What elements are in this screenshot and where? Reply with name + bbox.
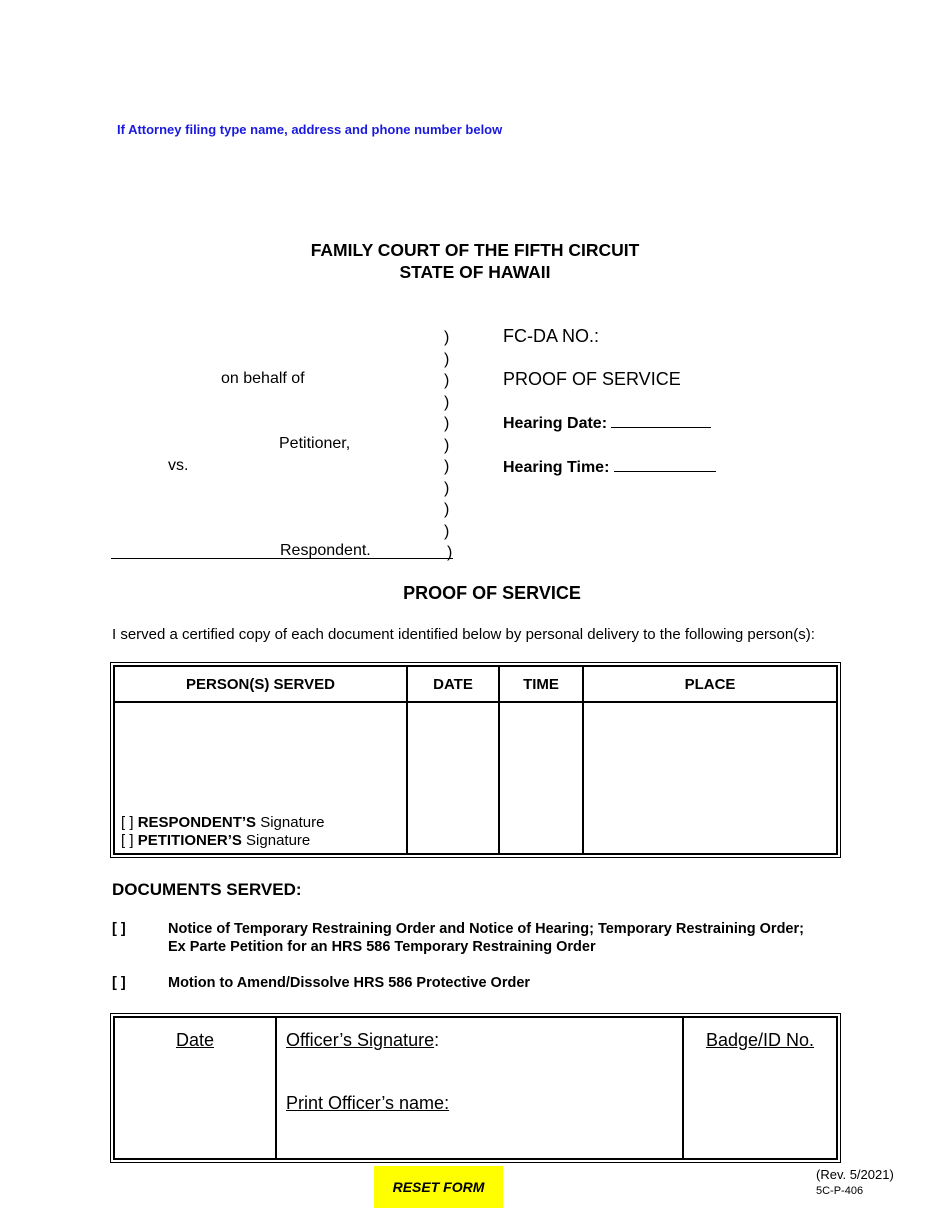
- persons-served-cell[interactable]: [114, 702, 407, 854]
- paren: ): [444, 329, 450, 346]
- respondent-signature-option[interactable]: [121, 814, 406, 832]
- hearing-date-field[interactable]: [611, 413, 711, 428]
- service-table-header: [114, 666, 837, 702]
- document-title: PROOF OF SERVICE: [503, 369, 681, 389]
- paren: ): [444, 393, 450, 411]
- officer-table: [110, 1013, 841, 1163]
- paren: ): [447, 544, 453, 561]
- document-line: Ex Parte Petition for an HRS 586 Temporary Restraining Order: [168, 939, 596, 955]
- on-behalf-of-label: on behalf of: [221, 370, 305, 387]
- paren: ): [444, 415, 450, 432]
- badge-id-label: Badge/ID No.: [705, 1030, 815, 1050]
- petitioner-signature-word: Signature: [246, 832, 311, 849]
- served-statement: I served a certified copy of each document identified below by personal delivery to the following person(s):: [112, 626, 815, 643]
- attorney-filing-note: If Attorney filing type name, address and phone number below: [117, 122, 503, 137]
- badge-id-cell[interactable]: [683, 1017, 837, 1159]
- documents-served-heading: DOCUMENTS SERVED:: [112, 880, 302, 899]
- vs-label: vs.: [168, 457, 189, 474]
- document-line: Notice of Temporary Restraining Order and Notice of Hearing; Temporary Restraining Order;: [168, 921, 804, 937]
- paren: ): [444, 350, 450, 368]
- hearing-time-field[interactable]: [614, 457, 716, 472]
- officer-date-label: Date: [175, 1030, 215, 1050]
- court-state: STATE OF HAWAII: [399, 262, 551, 282]
- hearing-date-label: Hearing Date:: [503, 415, 608, 432]
- officer-signature-label: Officer’s Signature: [286, 1030, 435, 1050]
- paren: ): [444, 522, 450, 540]
- petitioner-checkbox[interactable]: [ ]: [121, 832, 134, 849]
- date-cell[interactable]: [407, 702, 499, 854]
- place-cell[interactable]: [583, 702, 837, 854]
- officer-signature-colon: :: [434, 1030, 440, 1050]
- respondent-label: Respondent.: [280, 542, 371, 559]
- document-item: [112, 974, 868, 992]
- hearing-date-row: [503, 413, 711, 433]
- paren: ): [444, 501, 450, 518]
- paren: ): [444, 372, 450, 389]
- reset-form-button[interactable]: RESET FORM: [374, 1166, 503, 1208]
- header-time: TIME: [499, 666, 583, 702]
- respondent-name-line: [111, 558, 453, 559]
- form-number: 5C-P-406: [816, 1185, 864, 1197]
- caption-paren-column: [444, 327, 458, 564]
- document-line: Motion to Amend/Dissolve HRS 586 Protective Order: [168, 975, 531, 991]
- officer-table-row: [114, 1017, 837, 1159]
- respondent-signature-word: Signature: [260, 814, 325, 831]
- petitioner-label: Petitioner,: [279, 435, 351, 452]
- court-name: FAMILY COURT OF THE FIFTH CIRCUIT: [310, 240, 640, 260]
- document-checkbox[interactable]: [ ]: [112, 975, 126, 991]
- petitioner-signature-bold: PETITIONER’S: [137, 832, 242, 849]
- proof-of-service-heading: PROOF OF SERVICE: [403, 583, 581, 603]
- respondent-signature-bold: RESPONDENT’S: [137, 814, 257, 831]
- respondent-checkbox[interactable]: [ ]: [121, 814, 134, 831]
- officer-signature-cell[interactable]: [276, 1017, 683, 1159]
- revision-date: (Rev. 5/2021): [816, 1167, 894, 1182]
- service-table: [110, 662, 841, 858]
- petitioner-signature-option[interactable]: [121, 832, 406, 850]
- header-place: PLACE: [583, 666, 837, 702]
- paren: ): [444, 458, 450, 475]
- service-table-row: [114, 702, 837, 854]
- header-date: DATE: [407, 666, 499, 702]
- paren: ): [444, 436, 450, 454]
- hearing-time-label: Hearing Time:: [503, 459, 610, 476]
- header-persons-served: PERSON(S) SERVED: [114, 666, 407, 702]
- print-officer-name-label: Print Officer’s name:: [286, 1093, 450, 1113]
- paren: ): [444, 479, 450, 497]
- time-cell[interactable]: [499, 702, 583, 854]
- case-number-label: FC-DA NO.:: [503, 326, 600, 346]
- document-item: [112, 920, 868, 956]
- hearing-time-row: [503, 457, 716, 477]
- document-checkbox[interactable]: [ ]: [112, 921, 126, 937]
- officer-date-cell[interactable]: [114, 1017, 276, 1159]
